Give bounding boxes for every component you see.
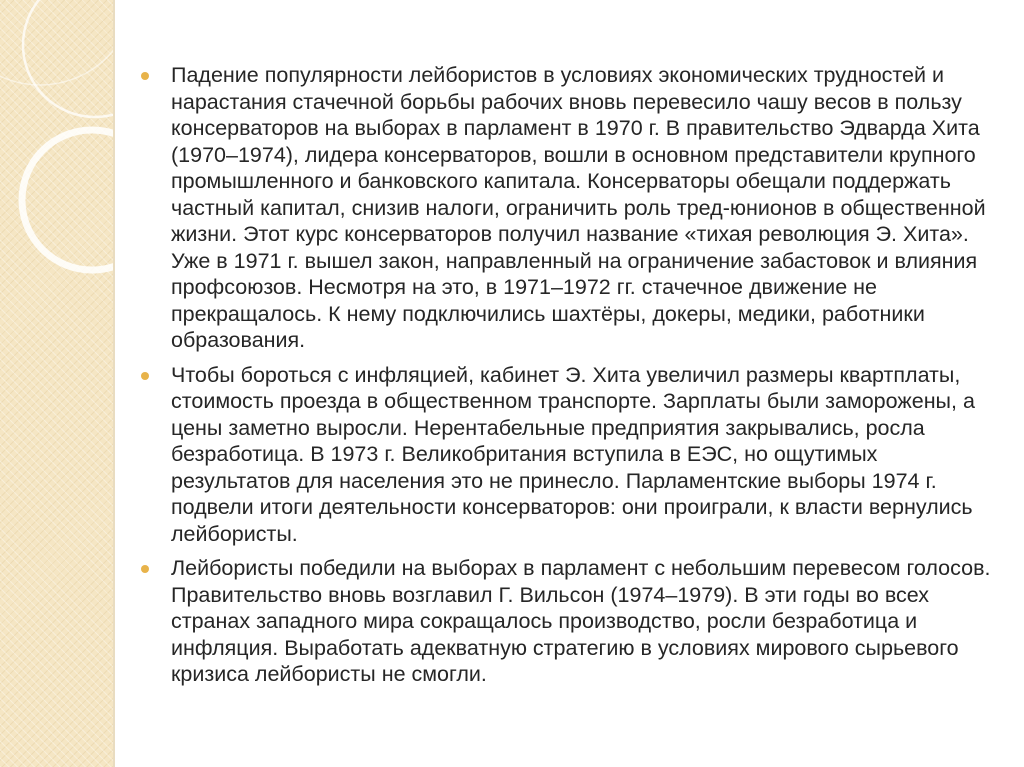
- bullet-item: [138, 555, 993, 688]
- bullet-item: [138, 362, 993, 548]
- bullet-text: Падение популярности лейбористов в условиях экономических трудностей и нарастания стачечной борьбы рабочих вновь перевесило чашу весов в пользу консерваторов на выборах в парламент в 1970 г. В правительство Эдварда Хита (1970–1974), лидера консерваторов, вошли в основном представители крупного промышленного и банковского капитала. Консерваторы обещали поддержать частный капитал, снизив налоги, ограничить роль тред-юнионов в общественной жизни. Этот курс консерваторов получил название «тихая революция Э. Хита». Уже в 1971 г. вышел закон, направленный на ограничение забастовок и влияния профсоюзов. Несмотря на это, в 1971–1972 гг. стачечное движение не прекращалось. К нему подключились шахтёры, докеры, медики, работники образования.: [171, 63, 986, 352]
- side-band-divider: [113, 0, 115, 767]
- bullet-dot-icon: [141, 372, 149, 380]
- bullet-text: Чтобы бороться с инфляцией, кабинет Э. Хита увеличил размеры квартплаты, стоимость проезда в общественном транспорте. Зарплаты были заморожены, а цены заметно выросли. Нерентабельные предприятия закрывались, росла безработица. В 1973 г. Великобритания вступила в ЕЭС, но ощутимых результатов для населения это не принесло. Парламентские выборы 1974 г. подвели итоги деятельности консерваторов: они проиграли, к власти вернулись лейбористы.: [171, 362, 975, 546]
- decorative-rings-icon: [0, 0, 113, 330]
- bullet-dot-icon: [141, 565, 149, 573]
- decorative-side-band: [0, 0, 113, 767]
- bullet-text: Лейбористы победили на выборах в парламент с небольшим перевесом голосов. Правительство вновь возглавил Г. Вильсон (1974–1979). В эти годы во всех странах западного мира сокращалось производство, росли безработица и инфляция. Выработать адекватную стратегию в условиях мирового сырьевого кризиса лейбористы не смогли.: [171, 556, 991, 686]
- bullet-item: [138, 62, 993, 354]
- bullet-dot-icon: [141, 72, 149, 80]
- bullet-list: [138, 62, 993, 696]
